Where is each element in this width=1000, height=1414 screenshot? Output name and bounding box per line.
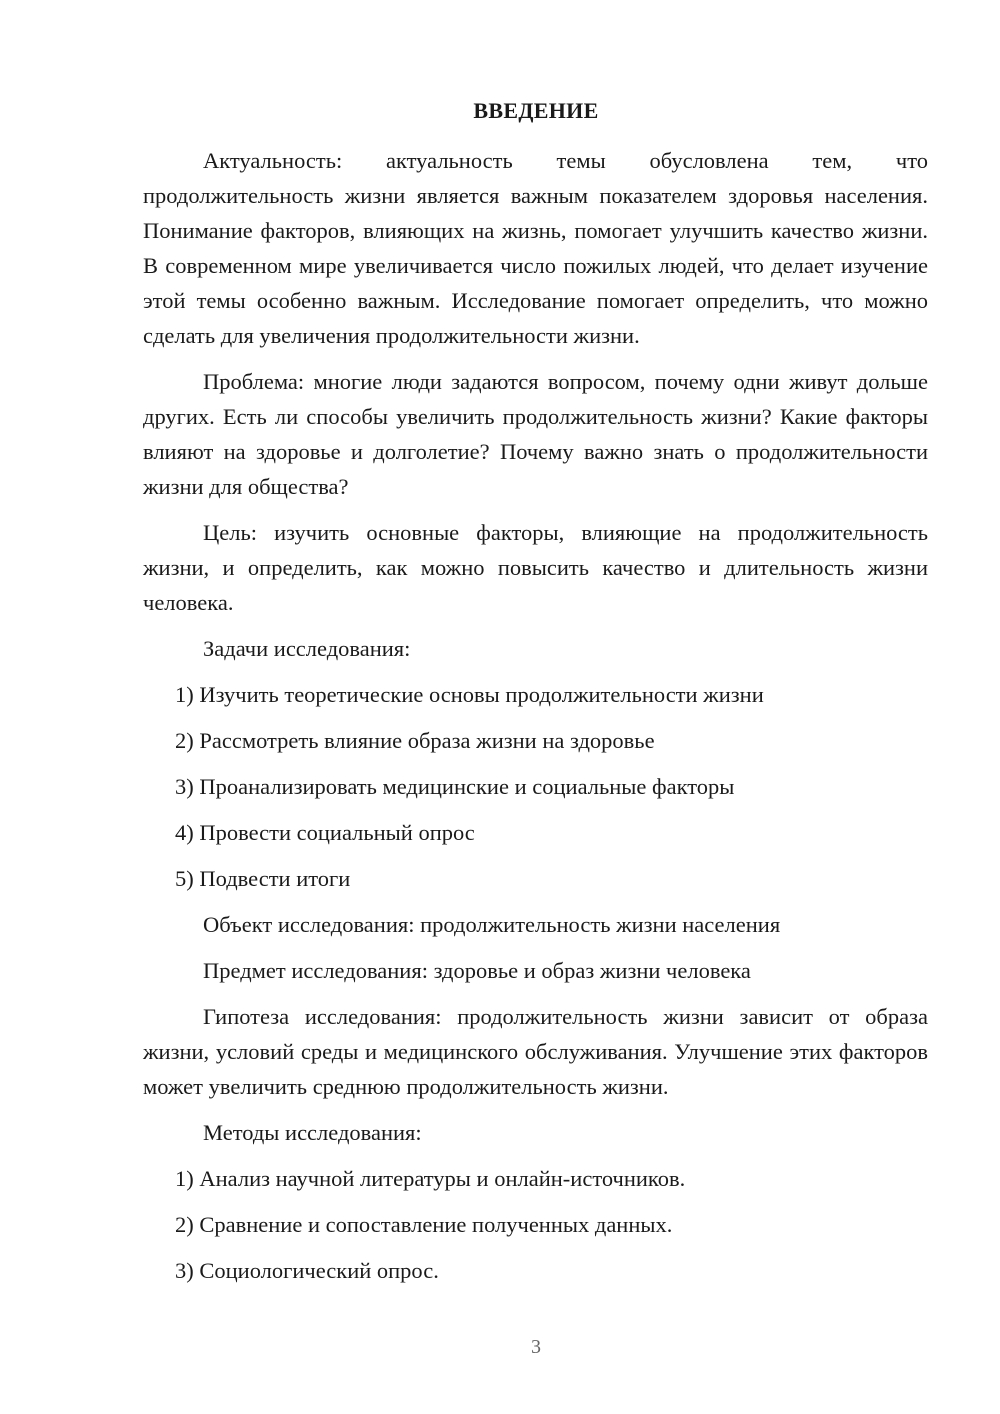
task-item-1: 1) Изучить теоретические основы продолжительности жизни [175, 682, 764, 707]
method-item-2: 2) Сравнение и сопоставление полученных данных. [175, 1212, 673, 1237]
method-item-3: 3) Социологический опрос. [175, 1258, 439, 1283]
problem-paragraph: Проблема: многие люди задаются вопросом, почему одни живут дольше других. Есть ли способы увеличить продолжительность жизни? Какие факторы влияют на здоровье и долголетие? Почему важно знать о продолжительности жизни для общества? [143, 369, 928, 499]
page-number: 3 [531, 1336, 541, 1358]
task-item-3: 3) Проанализировать медицинские и социальные факторы [175, 774, 735, 799]
document-body [143, 143, 928, 1299]
object-paragraph: Объект исследования: продолжительность жизни населения [203, 912, 781, 937]
methods-heading: Методы исследования: [203, 1120, 422, 1145]
relevance-paragraph: Актуальность: актуальность темы обусловлена тем, что продолжительность жизни является важным показателем здоровья населения. Понимание факторов, влияющих на жизнь, помогает улучшить качество жизни. В современном мире увеличивается число пожилых людей, что делает изучение этой темы особенно важным. Исследование помогает определить, что можно сделать для увеличения продолжительности жизни. [143, 148, 928, 348]
method-item-1: 1) Анализ научной литературы и онлайн-источников. [175, 1166, 686, 1191]
hypothesis-paragraph: Гипотеза исследования: продолжительность жизни зависит от образа жизни, условий среды и медицинского обслуживания. Улучшение этих факторов может увеличить среднюю продолжительность жизни. [143, 1004, 928, 1099]
task-item-4: 4) Провести социальный опрос [175, 820, 475, 845]
task-item-5: 5) Подвести итоги [175, 866, 351, 891]
subject-paragraph: Предмет исследования: здоровье и образ жизни человека [203, 958, 751, 983]
task-item-2: 2) Рассмотреть влияние образа жизни на здоровье [175, 728, 655, 753]
goal-paragraph: Цель: изучить основные факторы, влияющие на продолжительность жизни, и определить, как можно повысить качество и длительность жизни человека. [143, 520, 928, 615]
tasks-heading: Задачи исследования: [203, 636, 411, 661]
page-title: ВВЕДЕНИЕ [473, 98, 599, 123]
